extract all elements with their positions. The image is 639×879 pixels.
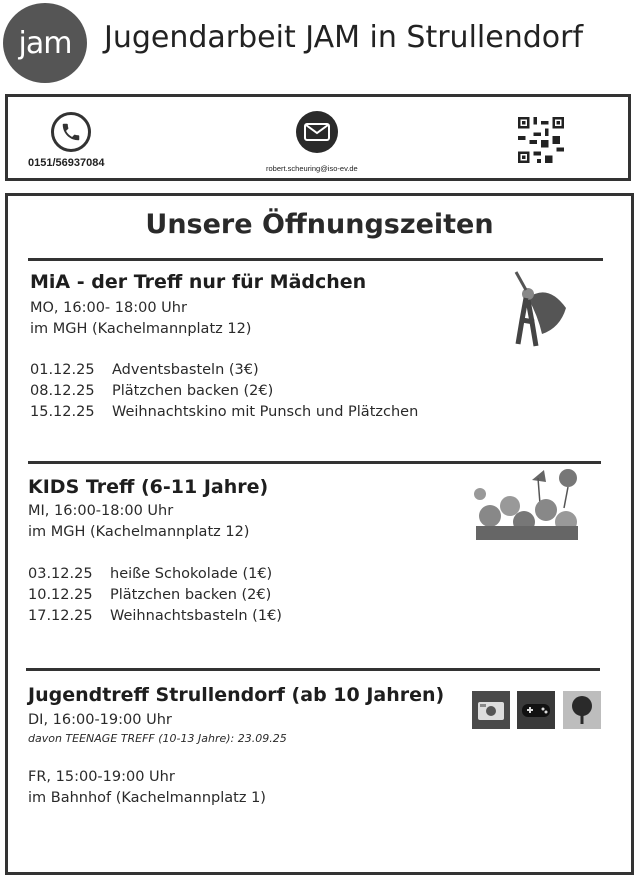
section-place: im MGH (Kachelmannplatz 12)	[30, 321, 252, 337]
mail-icon	[296, 111, 338, 153]
section-time: MO, 16:00- 18:00 Uhr	[30, 300, 187, 316]
event-date: 03.12.25	[28, 566, 93, 582]
event-row	[28, 587, 271, 603]
page-title: Jugendarbeit JAM in Strullendorf	[104, 20, 584, 55]
table-tennis-icon	[563, 691, 601, 729]
jam-logo	[3, 3, 87, 83]
event-date: 17.12.25	[28, 608, 93, 624]
superhero-girl-icon	[508, 268, 572, 350]
section-title-kids: KIDS Treff (6-11 Jahre)	[28, 476, 269, 498]
divider	[28, 258, 603, 261]
event-date: 10.12.25	[28, 587, 93, 603]
opening-hours-heading: Unsere Öffnungszeiten	[145, 209, 494, 240]
section-place: im MGH (Kachelmannplatz 12)	[28, 524, 250, 540]
phone-icon	[51, 112, 91, 152]
event-label: Plätzchen backen (2€)	[112, 383, 274, 399]
kids-group-icon	[466, 468, 586, 540]
section-time: DI, 16:00-19:00 Uhr	[28, 712, 172, 728]
camera-icon	[472, 691, 510, 729]
logo-text: jam	[18, 25, 72, 61]
phone-number[interactable]: 0151/56937084	[28, 157, 105, 169]
event-date: 08.12.25	[30, 383, 95, 399]
qr-code-icon[interactable]	[517, 117, 565, 163]
section-place: im Bahnhof (Kachelmannplatz 1)	[28, 790, 266, 806]
event-row	[30, 383, 273, 399]
event-row	[30, 404, 418, 420]
email-address[interactable]: robert.scheuring@iso-ev.de	[266, 164, 358, 173]
gamepad-icon	[517, 691, 555, 729]
event-label: Weihnachtskino mit Punsch und Plätzchen	[112, 404, 419, 420]
event-label: Adventsbasteln (3€)	[112, 362, 259, 378]
event-row	[28, 566, 272, 582]
event-label: Plätzchen backen (2€)	[110, 587, 272, 603]
section-title-mia: MiA - der Treff nur für Mädchen	[30, 271, 367, 293]
event-row	[30, 362, 259, 378]
section-title-jugendtreff: Jugendtreff Strullendorf (ab 10 Jahren)	[28, 684, 445, 706]
event-date: 01.12.25	[30, 362, 95, 378]
section-time-2: FR, 15:00-19:00 Uhr	[28, 769, 175, 785]
event-label: heiße Schokolade (1€)	[110, 566, 273, 582]
divider	[28, 461, 601, 464]
section-note: davon TEENAGE TREFF (10-13 Jahre): 23.09.25	[28, 732, 287, 745]
divider	[26, 668, 600, 671]
section-time: MI, 16:00-18:00 Uhr	[28, 503, 174, 519]
event-row	[28, 608, 282, 624]
event-label: Weihnachtsbasteln (1€)	[110, 608, 282, 624]
event-date: 15.12.25	[30, 404, 95, 420]
